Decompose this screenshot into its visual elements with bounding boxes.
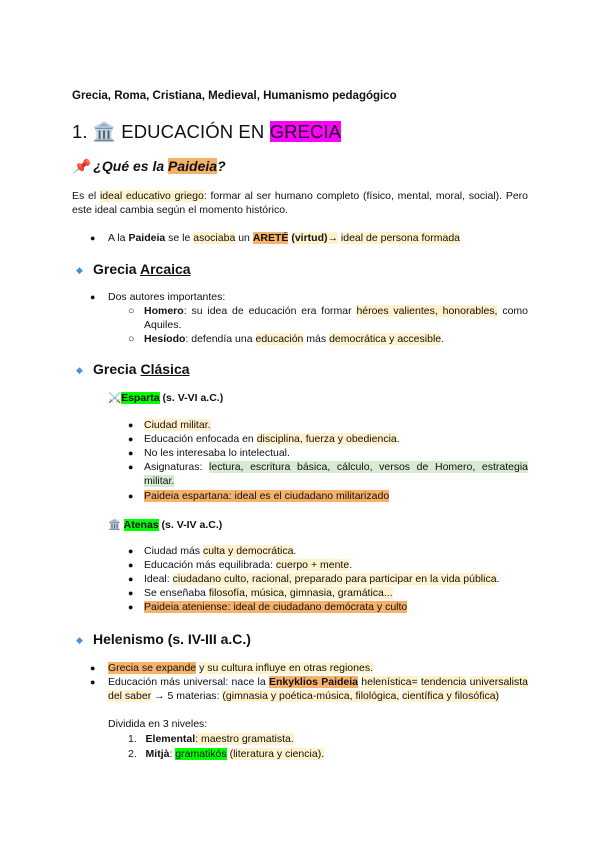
- question-pre: ¿Qué es la: [93, 158, 165, 174]
- helen-i2e: universalista del saber: [108, 676, 529, 702]
- atenas-item-4: [144, 587, 393, 601]
- arete-asociaba: asociaba: [193, 232, 236, 244]
- intro-highlight: ideal educativo griego: [99, 190, 204, 202]
- atenas-item-5: [144, 601, 407, 615]
- heading-title: EDUCACIÓN EN: [121, 121, 265, 142]
- hesiodo-a: : defendía una: [185, 333, 253, 345]
- temple-icon: 🏛️: [108, 519, 122, 531]
- atenas-item-3: Ideal: ciudadano culto, racional, preparado para participar en la vida pública.: [144, 573, 500, 585]
- homero-name: Homero: [144, 305, 184, 317]
- arete-c: se le: [168, 232, 191, 244]
- bullet-icon: ●: [128, 588, 134, 598]
- hesiodo-d: democrática y accesible: [329, 333, 442, 345]
- atenas-name: Atenas: [123, 519, 159, 531]
- esparta-item-1: [144, 419, 211, 433]
- esparta-i2c: .: [396, 433, 400, 445]
- nivel-1-num: 1.: [128, 733, 137, 745]
- atenas-item-1: [144, 545, 296, 559]
- intro-paragraph: [72, 190, 528, 217]
- helen-i2f: → 5 materias:: [154, 689, 220, 702]
- helen-niveles: Dividida en 3 niveles:: [108, 718, 208, 730]
- esparta-i5: Paideia espartana: ideal es el ciudadano militarizado: [144, 490, 390, 502]
- intro-text-a: Es el: [72, 190, 97, 202]
- hesiodo-name: Hesíodo: [144, 333, 186, 345]
- helen-i2h: científica y filosófica): [402, 689, 500, 702]
- bullet-icon: ●: [128, 560, 134, 570]
- paideia-question-heading: [72, 158, 226, 175]
- esparta-name: Esparta: [121, 392, 160, 404]
- atenas-i4a: Se enseñaba: [144, 587, 206, 599]
- esparta-i2a: Educación enfocada en: [144, 433, 254, 445]
- esparta-i1: Ciudad militar.: [144, 419, 211, 431]
- nivel-2-colon: :: [169, 748, 173, 760]
- heading-number: 1.: [72, 121, 88, 142]
- bullet-icon: ●: [90, 677, 96, 687]
- arcaica-u: Arcaica: [139, 261, 191, 277]
- arete-a: A la: [108, 232, 126, 244]
- nivel-2-num: 2.: [128, 748, 137, 760]
- document-subtitle: Grecia, Roma, Cristiana, Medieval, Humanismo pedagógico: [72, 90, 397, 102]
- helen-i2d: tendencia: [420, 676, 467, 688]
- question-paideia: Paideia: [168, 158, 218, 174]
- esparta-i4b: lectura, escritura básica, cálculo, versos de Homero, estrategia: [209, 461, 528, 473]
- atenas-i1b: culta y democrática: [202, 545, 294, 557]
- bullet-icon: ●: [128, 546, 134, 556]
- intro-text-c: : formar al ser humano completo (físico, mental, moral, social). Pero este ideal cambia según el momento histórico.: [72, 190, 529, 216]
- arete-ideal: ideal de persona formada: [340, 232, 461, 244]
- bullet-icon: ●: [90, 233, 96, 243]
- atenas-i1a: Ciudad más: [144, 545, 201, 557]
- atenas-i1c: .: [293, 545, 297, 557]
- diamond-icon: ◆: [76, 635, 83, 645]
- esparta-item-5: [144, 490, 389, 504]
- helen-item-2: [108, 676, 528, 703]
- nivel-2-gramatikos: gramatikós: [175, 748, 227, 760]
- homero-item: [144, 305, 528, 332]
- bullet-icon: ●: [128, 462, 134, 472]
- helen-item-1: [108, 662, 373, 676]
- arcaica-pre: Grecia: [93, 261, 137, 277]
- helen-i1a: Grecia se expande: [108, 662, 197, 674]
- arete-line: [108, 232, 460, 246]
- nivel-1-desc: : maestro gramatista.: [195, 733, 294, 745]
- esparta-i4c: militar.: [144, 474, 175, 487]
- nivel-2: [128, 748, 324, 762]
- helen-i2c: helenística=: [361, 676, 418, 688]
- bullet-icon: ●: [128, 448, 134, 458]
- atenas-i3a: Ideal:: [144, 573, 170, 585]
- nivel-1-name: Elemental: [145, 733, 196, 745]
- bullet-icon: ●: [128, 574, 134, 584]
- atenas-i3b: ciudadano culto, racional, preparado para participar en la vida pública: [172, 573, 497, 585]
- esparta-item-4: [144, 461, 528, 488]
- atenas-date: (s. V-IV a.C.): [161, 519, 223, 531]
- atenas-i4b: filosofía, música, gimnasia, gramática...: [208, 587, 393, 599]
- homero-b: héroes valientes, honorables,: [356, 305, 498, 317]
- hesiodo-e: .: [441, 333, 445, 345]
- hesiodo-item: [144, 333, 444, 347]
- arete-paideia: Paideia: [128, 232, 166, 244]
- pushpin-icon: 📌: [72, 158, 90, 174]
- esparta-i2b: disciplina, fuerza y obediencia: [256, 433, 397, 445]
- helen-i2a: Educación más universal: nace la: [108, 676, 266, 688]
- atenas-i5: Paideia ateniense: ideal de ciudadano demócrata y culto: [144, 601, 408, 613]
- nivel-1: [128, 733, 294, 747]
- helen-i2g: (gimnasia y poética-música, filológica,: [222, 689, 400, 702]
- clasica-u: Clásica: [140, 361, 190, 377]
- circle-bullet-icon: ○: [128, 333, 135, 345]
- homero-a: : su idea de educación era formar: [183, 305, 352, 317]
- bullet-icon: ●: [90, 292, 96, 302]
- heading-highlight-grecia: GRECIA: [269, 121, 342, 142]
- bullet-icon: ●: [90, 663, 96, 673]
- nivel-2-desc: (literatura y ciencia).: [229, 748, 325, 760]
- diamond-icon: ◆: [76, 265, 83, 275]
- heading-helenismo: Helenismo (s. IV-III a.C.): [93, 631, 251, 647]
- bullet-icon: ●: [128, 420, 134, 430]
- bullet-icon: ●: [128, 602, 134, 612]
- helen-i2b: Enkyklios Paideia: [268, 676, 359, 688]
- crossed-swords-icon: ⚔️: [108, 392, 122, 404]
- esparta-i4a: Asignaturas:: [144, 461, 203, 473]
- atenas-item-2: Educación más equilibrada: cuerpo + mente.: [144, 559, 353, 571]
- arete-e: un: [238, 232, 250, 244]
- hesiodo-b: educación: [255, 333, 304, 345]
- atenas-i2a: Educación más equilibrada:: [144, 559, 273, 571]
- heading-clasica: [93, 361, 190, 377]
- esparta-heading: [108, 391, 223, 404]
- arete-arrow: →: [327, 232, 338, 244]
- hesiodo-c: más: [306, 333, 327, 345]
- nivel-2-name: Mitjà: [145, 748, 170, 760]
- esparta-item-3: No les interesaba lo intelectual.: [144, 447, 290, 459]
- bullet-icon: ●: [128, 434, 134, 444]
- esparta-date: (s. V-VI a.C.): [162, 392, 224, 404]
- diamond-icon: ◆: [76, 365, 83, 375]
- section-heading-1: [72, 121, 341, 143]
- temple-icon: 🏛️: [92, 121, 117, 142]
- arcaica-item: Dos autores importantes:: [108, 291, 226, 303]
- helen-i1b: y su cultura influye en otras regiones.: [199, 662, 373, 674]
- bullet-icon: ●: [128, 491, 134, 501]
- heading-arcaica: [93, 261, 191, 277]
- atenas-i2b: cuerpo + mente: [275, 559, 350, 571]
- atenas-heading: [108, 518, 222, 531]
- clasica-pre: Grecia: [93, 361, 137, 377]
- arete-word: ARETÉ: [252, 232, 289, 244]
- circle-bullet-icon: ○: [128, 305, 135, 317]
- homero-c: como Aquiles.: [144, 305, 529, 331]
- question-post: ?: [217, 158, 226, 174]
- esparta-item-2: [144, 433, 400, 447]
- arete-virtud: (virtud): [291, 232, 328, 244]
